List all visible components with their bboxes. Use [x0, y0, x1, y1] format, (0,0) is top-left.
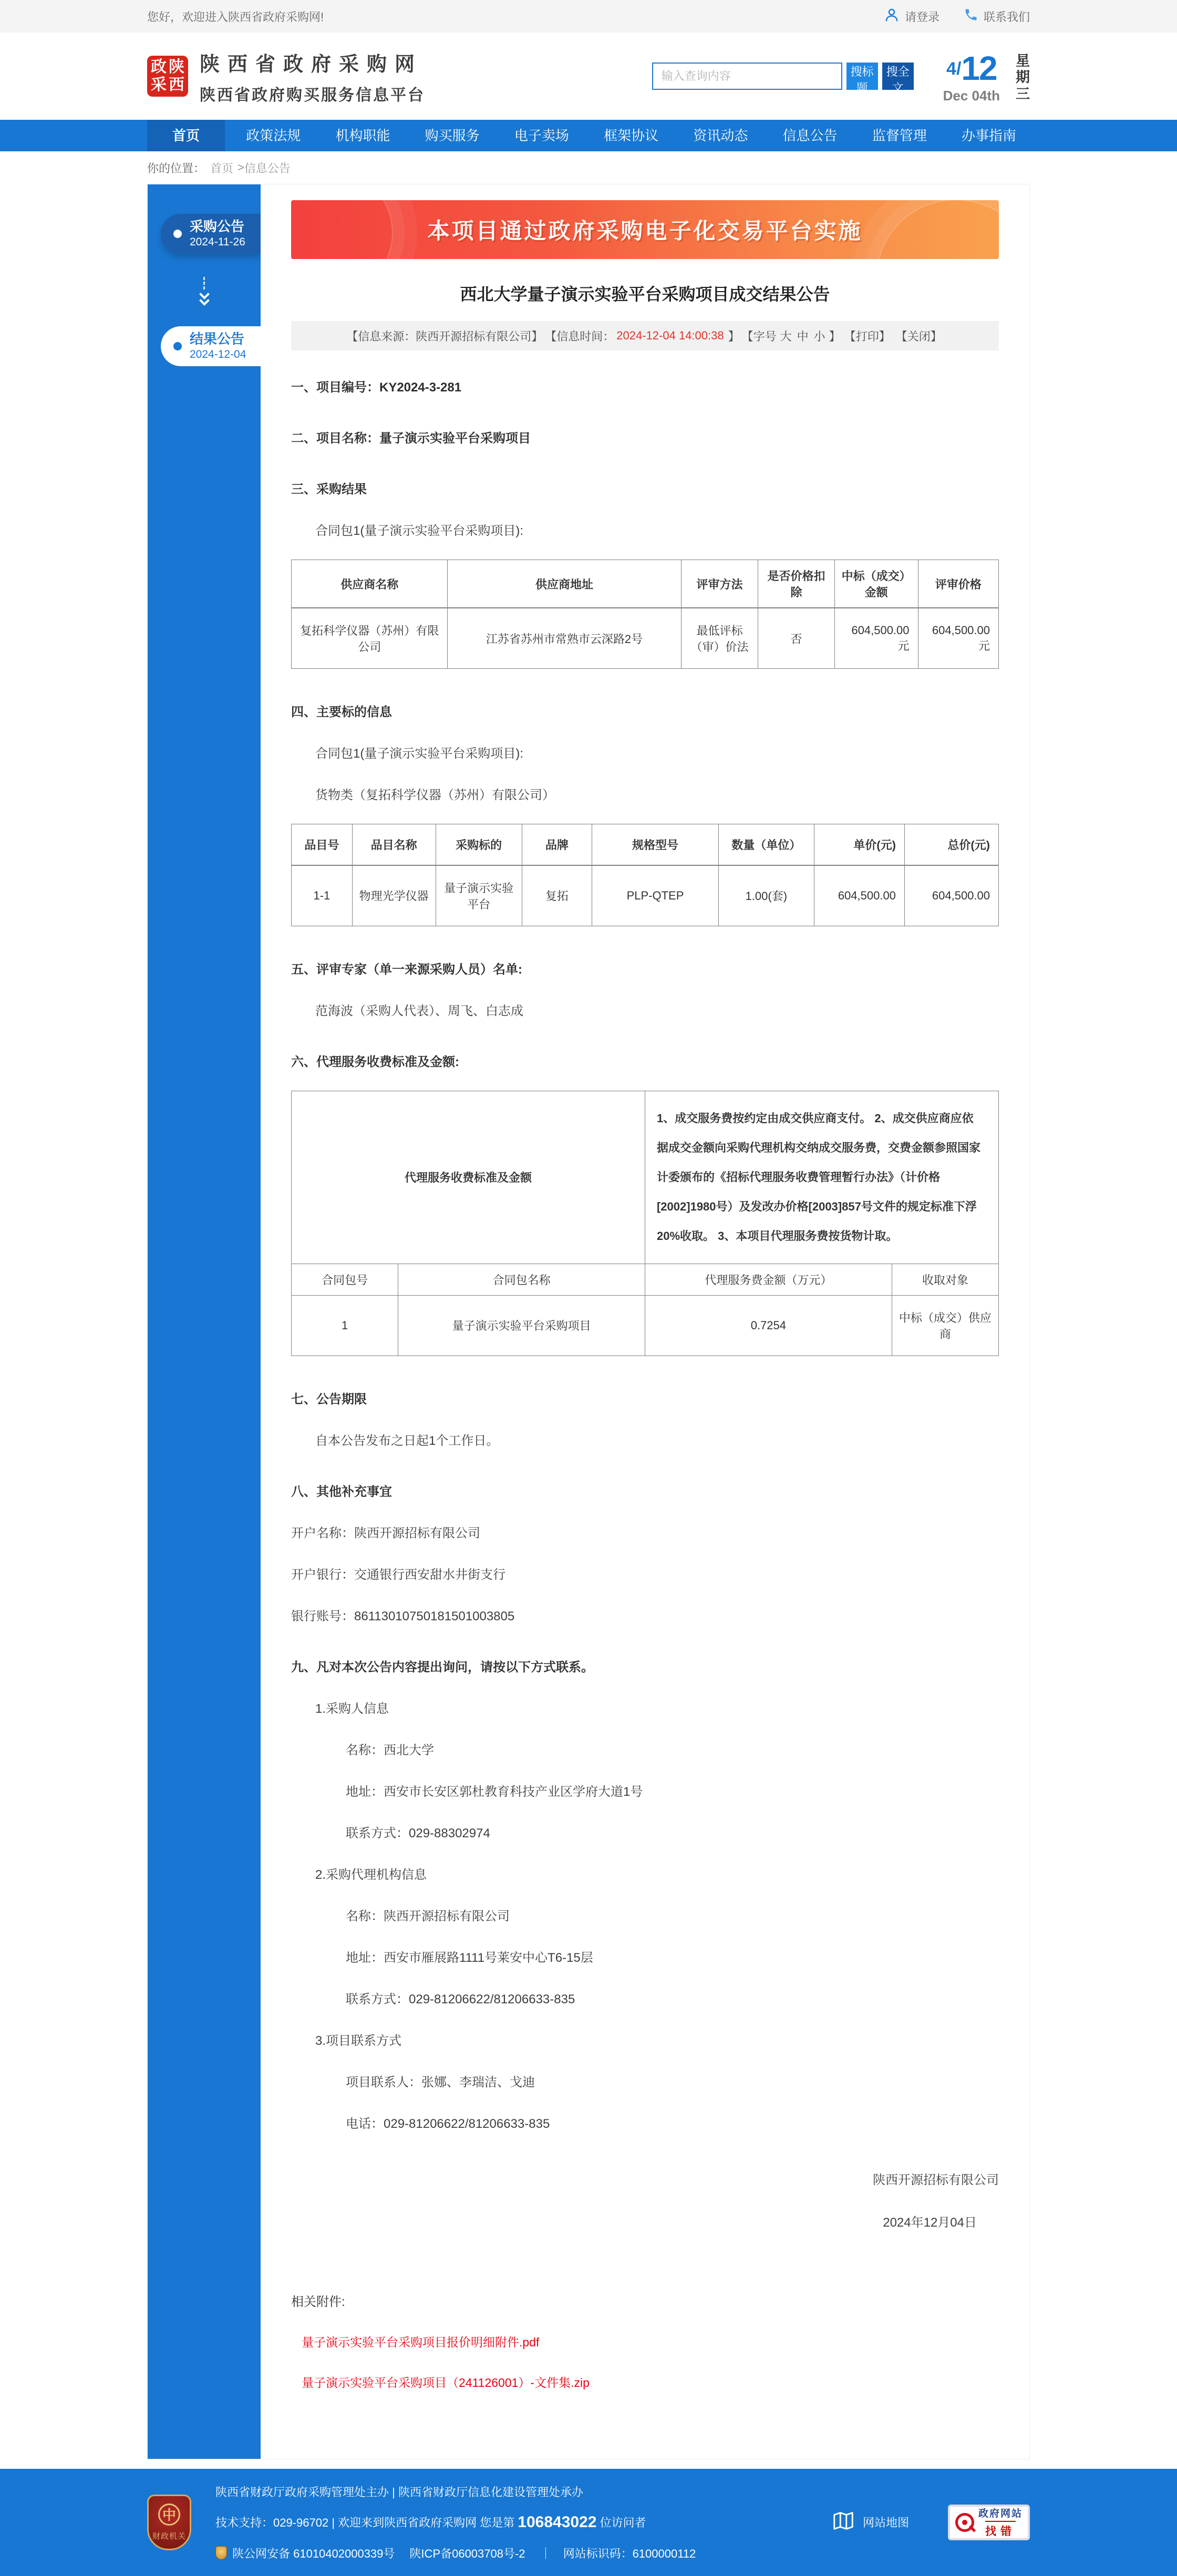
breadcrumb-separator: > — [238, 161, 244, 174]
date-month: 4/ — [946, 58, 962, 79]
nav-item-guide[interactable]: 办事指南 — [961, 128, 1016, 143]
search-title-button[interactable]: 搜标题 — [846, 63, 878, 90]
magnifier-icon — [955, 2513, 974, 2532]
police-badge-icon — [215, 2546, 227, 2560]
visitor-count: 106843022 — [518, 2513, 597, 2531]
item-table — [291, 824, 999, 926]
category-line: 货物类（复拓科学仪器（苏州）有限公司） — [315, 788, 555, 802]
meta-time-label: 【信息时间： — [545, 329, 615, 343]
article-content — [261, 184, 1029, 2459]
section-6-heading: 六、代理服务收费标准及金额: — [291, 1054, 459, 1069]
agency-name: 名称：陕西开源招标有限公司 — [346, 1909, 510, 1923]
nav-item-announcements[interactable]: 信息公告 — [782, 128, 838, 143]
package-line: 合同包1(量子演示实验平台采购项目): — [315, 747, 523, 761]
notice-period: 自本公告发布之日起1个工作日。 — [315, 1433, 499, 1448]
site-code: 网站标识码：6100000112 — [563, 2547, 696, 2560]
footer-organizer-line: 陕西省财政厅政府采购管理处主办 | 陕西省财政厅信息化建设管理处承办 — [215, 2485, 583, 2499]
logo-char: 采 — [151, 76, 167, 94]
account-number: 银行账号：86113010750181501003805 — [291, 1609, 515, 1623]
contact-label: 联系我们 — [983, 10, 1030, 24]
search-input[interactable] — [652, 63, 842, 90]
fontsize-large-button[interactable]: 大 — [780, 329, 792, 343]
signature-company: 陕西开源招标有限公司 — [873, 2172, 999, 2187]
nav-item-framework[interactable]: 框架协议 — [604, 128, 659, 143]
section-5-heading: 五、评审专家（单一来源采购人员）名单: — [291, 962, 522, 977]
nav-item-home[interactable]: 首页 — [147, 120, 225, 151]
site-footer — [0, 2469, 1177, 2576]
meta-source: 【信息来源：陕西开源招标有限公司】 — [346, 329, 543, 343]
login-label: 请登录 — [904, 10, 939, 24]
breadcrumb — [0, 151, 1177, 184]
attachments-label: 相关附件: — [291, 2294, 345, 2309]
section-4-heading: 四、主要标的信息 — [291, 705, 392, 719]
welcome-text: 您好，欢迎进入陕西省政府采购网! — [147, 10, 324, 24]
footer-visitors-line: 技术支持：029-96702 | 欢迎来到陕西省政府采购网 您是第 106843022 位访问者 — [215, 2513, 646, 2531]
section-3-heading: 三、采购结果 — [291, 482, 367, 496]
sidebar-item-purchase-announcement[interactable]: 采购公告 2024-11-26 — [161, 214, 261, 254]
meta-time-value: 2024-12-04 14:00:38 — [616, 329, 724, 342]
date-day: 12 — [961, 49, 997, 87]
nav-item-supervision[interactable]: 监督管理 — [872, 128, 927, 143]
result-table — [291, 560, 999, 669]
section-8-heading: 八、其他补充事宜 — [291, 1484, 392, 1499]
phone-icon — [964, 7, 978, 25]
agency-phone: 联系方式：029-81206622/81206633-835 — [346, 1992, 575, 2006]
site-name: 陕西省政府采购网 — [200, 53, 423, 76]
timeline-sidebar — [148, 184, 261, 2459]
attachment-zip-link[interactable]: 量子演示实验平台采购项目（241126001）-文件集.zip — [302, 2375, 590, 2389]
weekday-vertical: 星 期 三 — [1016, 53, 1030, 102]
buyer-phone: 联系方式：029-88302974 — [346, 1826, 490, 1840]
contact-link[interactable] — [964, 7, 1030, 25]
account-bank: 开户银行：交通银行西安甜水井街支行 — [291, 1567, 505, 1582]
project-phone: 电话：029-81206622/81206633-835 — [346, 2116, 550, 2131]
search-bar — [652, 63, 914, 95]
table-row: 1 量子演示实验平台采购项目 0.7254 中标（成交）供应商 — [292, 1295, 999, 1356]
attachment-pdf-link[interactable]: 量子演示实验平台采购项目报价明细附件.pdf — [302, 2335, 540, 2349]
buyer-title: 1.采购人信息 — [315, 1701, 389, 1716]
dot-icon — [173, 342, 182, 350]
nav-item-purchase-services[interactable]: 购买服务 — [425, 128, 480, 143]
table-header-row: 品目号 品目名称 采购标的 品牌 规格型号 数量（单位） 单价(元) 总价(元) — [292, 824, 999, 865]
site-header — [0, 33, 1177, 120]
table-row: 代理服务收费标准及金额 1、成交服务费按约定由成交供应商支付。 2、成交供应商应依据成交金额向采购代理机构交纳成交服务费，交费金额参照国家计委颁布的《招标代理服务收费管理暂行办法》（计价格[2002]1980号）及发改办价格[2003]857号文件的规定标准下浮20%收取。 3、本项目代理服务费按货物计取。 — [292, 1091, 999, 1264]
fontsize-small-button[interactable]: 小 — [813, 329, 825, 343]
gov-site-error-badge[interactable]: 政府网站 找错 — [948, 2505, 1030, 2540]
package-line: 合同包1(量子演示实验平台采购项目): — [315, 524, 523, 538]
nav-item-functions[interactable]: 机构职能 — [335, 128, 390, 143]
search-fulltext-button[interactable]: 搜全文 — [882, 63, 914, 90]
site-subtitle: 陕西省政府购买服务信息平台 — [200, 86, 425, 104]
login-link[interactable] — [884, 7, 939, 26]
sitemap-link[interactable]: 网站地图 — [831, 2509, 909, 2536]
page-title: 西北大学量子演示实验平台采购项目成交结果公告 — [460, 285, 830, 304]
table-row: 1-1 物理光学仪器 量子演示实验平台 复拓 PLP-QTEP 1.00(套) 604,500.00 604,500.00 — [292, 865, 999, 926]
section-2-heading: 二、项目名称：量子演示实验平台采购项目 — [291, 431, 531, 446]
buyer-address: 地址：西安市长安区郭杜教育科技产业区学府大道1号 — [346, 1784, 643, 1799]
finance-emblem-badge: 中 财政机关 — [147, 2495, 191, 2550]
platform-banner — [291, 200, 999, 259]
fontsize-medium-button[interactable]: 中 — [797, 329, 809, 343]
signature-date: 2024年12月04日 — [883, 2215, 977, 2230]
table-row: 复拓科学仪器（苏州）有限公司 江苏省苏州市常熟市云深路2号 最低评标（审）价法 否 604,500.00元 604,500.00元 — [292, 608, 999, 669]
section-1-heading: 一、项目编号：KY2024-3-281 — [291, 380, 462, 395]
meta-fontsize-label: 【字号 — [741, 329, 777, 343]
article-meta-bar: 【信息来源：陕西开源招标有限公司】 【信息时间： 2024-12-04 14:00:38 】 【字号 大 中 小 】 【打印】 【关闭】 — [291, 321, 999, 350]
user-icon — [884, 7, 900, 26]
breadcrumb-current: 信息公告 — [244, 161, 291, 175]
agency-address: 地址：西安市雁展路1111号莱安中心T6-15层 — [346, 1950, 593, 1965]
arrow-down-icon — [148, 277, 261, 304]
date-english: Dec 04th — [943, 87, 1000, 104]
map-icon — [831, 2509, 855, 2536]
table-header-row: 合同包号 合同包名称 代理服务费金额（万元） 收取对象 — [292, 1264, 999, 1295]
dot-icon — [173, 230, 182, 238]
project-contacts: 项目联系人：张娜、李瑞洁、戈迪 — [346, 2075, 535, 2089]
section-9-heading: 九、凡对本次公告内容提出询问，请按以下方式联系。 — [291, 1660, 594, 1674]
account-name: 开户名称：陕西开源招标有限公司 — [291, 1526, 480, 1540]
buyer-name: 名称：西北大学 — [346, 1743, 434, 1757]
nav-item-news[interactable]: 资讯动态 — [693, 128, 748, 143]
close-button[interactable]: 【关闭】 — [895, 329, 942, 343]
breadcrumb-home[interactable]: 首页 — [210, 161, 234, 175]
agency-fee-table — [291, 1091, 999, 1356]
nav-item-e-mall[interactable]: 电子卖场 — [514, 128, 569, 143]
date-widget — [943, 49, 1030, 104]
icp-beian[interactable]: 陕ICP备06003708号-2 — [409, 2547, 525, 2560]
logo-char: 陕 — [169, 58, 184, 76]
logo-char: 西 — [169, 76, 184, 94]
footer-beian-line: 陕公网安备 61010402000339号 陕ICP备06003708号-2 ｜ 网站标识码：6100000112 — [215, 2545, 696, 2561]
nav-item-policies[interactable]: 政策法规 — [246, 128, 301, 143]
section-7-heading: 七、公告期限 — [291, 1392, 367, 1406]
agency-title: 2.采购代理机构信息 — [315, 1867, 427, 1882]
main-nav — [0, 120, 1177, 151]
topbar — [0, 0, 1177, 33]
project-contact-title: 3.项目联系方式 — [315, 2033, 402, 2048]
banner-text: 本项目通过政府采购电子化交易平台实施 — [427, 219, 863, 243]
breadcrumb-label: 你的位置： — [147, 161, 205, 175]
print-button[interactable]: 【打印】 — [844, 329, 891, 343]
site-logo — [147, 56, 188, 97]
expert-names: 范海波（采购人代表）、周飞、白志成 — [315, 1003, 523, 1018]
police-beian[interactable]: 陕公网安备 61010402000339号 — [232, 2547, 395, 2560]
logo-char: 政 — [151, 58, 167, 76]
sidebar-item-result-announcement[interactable]: 结果公告 2024-12-04 — [161, 326, 261, 366]
table-header-row: 供应商名称 供应商地址 评审方法 是否价格扣除 中标（成交）金额 评审价格 — [292, 560, 999, 608]
